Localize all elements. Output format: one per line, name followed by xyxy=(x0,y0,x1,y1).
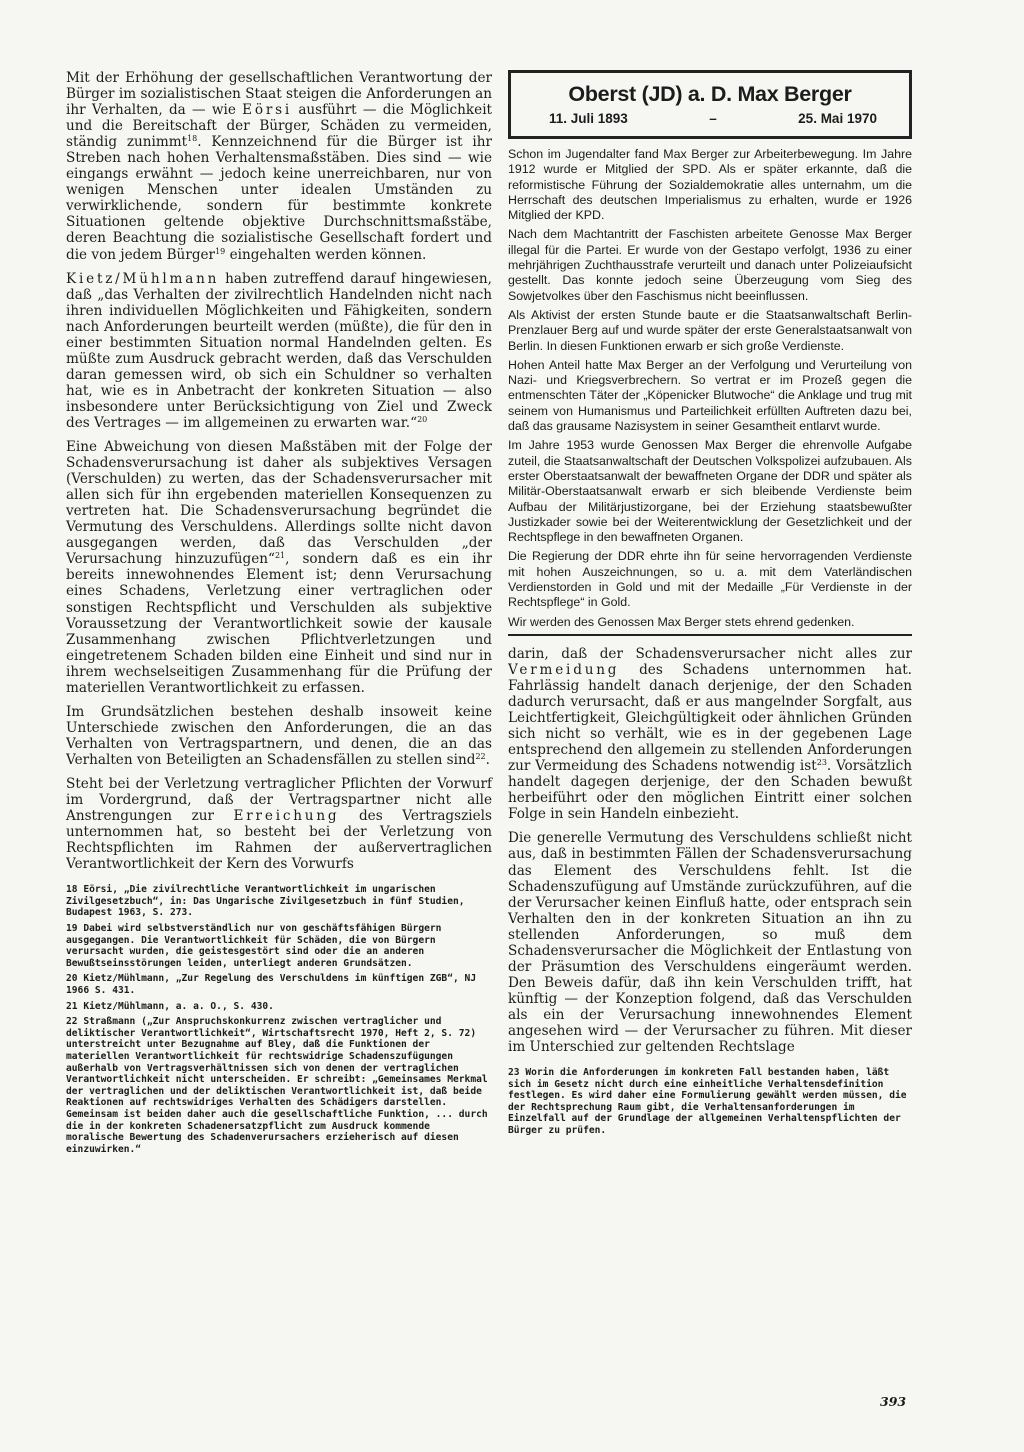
footnote: 19 Dabei wird selbstverständlich nur von geschäftsfähigen Bürgern ausgegangen. Die Verantwortlichkeit für Schäden, die von Bürgern verursacht wurden, die geistesgestört sind oder die an anderen Bewußtseinsstörungen leiden, unterliegt anderen Grundsätzen. xyxy=(66,923,442,969)
obituary-dates xyxy=(521,107,899,127)
paragraph: Eine Abweichung von diesen Maßstäben mit der Folge der Schadensverursachung ist daher als subjektives Versagen (Verschulden) zu werten, das der Schadensverursacher mit allen sich für ihn ergebenden materiellen Konsequenzen zu vertreten hat. Die Schadensverursachung begründet die Vermutung des Verschuldens. Allerdings sollte nicht davon ausgegangen werden, daß das Verschulden „der Verursachung hinzuzufügen“$^{21}$, sondern daß es ein ihr bereits innewohnendes Element ist; denn Verursachung eines Schadens, Verletzung einer vertraglichen oder sonstigen Rechtspflicht und Verschulden als subjektive Voraussetzung der Verantwortlichkeit sowie der kausale Zusammenhang zwischen Pflichtverletzungen und eingetretenem Schaden bilden eine Einheit und sind nur in ihrem wechselseitigen Zusammenhang für die Prüfung der materiellen Verantwortlichkeit zu erfassen. xyxy=(66,439,492,696)
footnote-ref: 18 xyxy=(187,134,198,144)
right-column xyxy=(508,70,912,1141)
obituary-paragraph: Die Regierung der DDR ehrte ihn für seine hervorragenden Verdienste mit hohen Auszeichnungen, so u. a. mit dem Vaterländischen Verdienstorden in Gold und mit der Medaille „Für Verdienste in der Rechtspflege“ in Gold. xyxy=(508,549,912,610)
obituary-paragraph: Als Aktivist der ersten Stunde baute er die Staatsanwaltschaft Berlin-Prenzlauer Berg auf und wurde später der erste Generalstaatsanwalt von Berlin. In diesen Funktionen erwarb er sich große Verdienste. xyxy=(508,307,912,353)
paragraph: darin, daß der Schadensverursacher nicht alles zur Vermeidung des Schadens unternommen hat. Fahrlässig handelt danach derjenige, der den Schaden dadurch verursacht, daß er aus mangelnder Sorgfalt, aus Leichtfertigkeit, Gleichgültigkeit oder ähnlichen Gründen sich nicht so verhält, wie es in der gegebenen Lage entsprechend den allgemein zu stellenden Anforderungen zur Vermeidung des Schadens notwendig ist$^{23}$. Vorsätzlich handelt dagegen derjenige, der den Schaden bewußt herbeiführt oder den möglichen Eintritt einer solchen Folge in sein Handeln einbezieht. xyxy=(508,645,912,823)
paragraph: Steht bei der Verletzung vertraglicher Pflichten der Vorwurf im Vordergrund, daß der Vertragspartner nicht alle Anstrengungen zur Erreichung des Vertragsziels unternommen hat, so besteht bei der Verletzung von Rechtspflichten im Rahmen der außervertraglichen Verantwortlichkeit der Kern des Vorwurfs xyxy=(66,775,492,873)
footnote: 20 Kietz/Mühlmann, „Zur Regelung des Verschuldens im künftigen ZGB“, NJ 1966 S. 431. xyxy=(66,973,477,996)
footnote-ref: 22 xyxy=(475,751,486,761)
obituary-paragraph: Wir werden des Genossen Max Berger stets ehrend gedenken. xyxy=(508,614,855,629)
footnote: 21 Kietz/Mühlmann, a. a. O., S. 430. xyxy=(66,1000,274,1012)
footnotes xyxy=(508,1067,912,1137)
obituary-paragraph: Nach dem Machtantritt der Faschisten arbeitete Genosse Max Berger illegal für die Partei. Er wurde von der Gestapo verfolgt, 1936 zu einer mehrjährigen Zuchthausstrafe verurteilt und danach unter Polizeiaufsicht gestellt. Das konnte jedoch seine Überzeugung vom Sieg des Sowjetvolkes über den Faschismus nicht beeinflussen. xyxy=(508,227,912,303)
page-number: 393 xyxy=(880,1394,907,1409)
paragraph: Im Grundsätzlichen bestehen deshalb insoweit keine Unterschiede zwischen den Anforderungen, die an das Verhalten von Vertragspartnern, und denen, die an das Verhalten von Beteiligten an Schadensfällen zu stellen sind$^{22}$. xyxy=(66,703,492,768)
paragraph: Die generelle Vermutung des Verschuldens schließt nicht aus, daß in bestimmten Fällen der Schadensverursachung das Element des Verschuldens fehlt. Ist die Schadenszufügung auf Umstände zurückzuführen, auf die der Verursacher keinen Einfluß hatte, oder entsprach sein Verhalten den in der konkreten Situation an ihn zu stellenden Anforderungen, so muß dem Schadensverursacher die Möglichkeit der Entlastung von der Präsumtion des Verschuldens eingeräumt werden. Den Beweis dafür, daß ihn kein Verschulden trifft, hat künftig — der Konzeption folgend, daß das Verschulden als ein der Verursachung innewohnendes Element angesehen wird — der Verursacher zu führen. Mit dieser im Unterschied zur geltenden Rechtslage xyxy=(508,830,912,1056)
author-name-spaced: Eörsi xyxy=(242,102,293,119)
emphasis-spaced: Vermeidung xyxy=(508,661,620,678)
birth-date: 11. Juli 1893 xyxy=(549,111,628,126)
footnote: 18 Eörsi, „Die zivilrechtliche Verantwortlichkeit im ungarischen Zivilgesetzbuch“, in: Das Ungarische Zivilgesetzbuch in fünf Studien, Budapest 1963, S. 273. xyxy=(66,884,465,919)
obituary-heading-box xyxy=(508,70,912,139)
date-dash: – xyxy=(709,111,717,126)
author-name-spaced: Kietz/Mühlmann xyxy=(66,270,220,287)
paragraph: Mit der Erhöhung der gesellschaftlichen Verantwortung der Bürger im sozialistischen Staat steigen die Anforderungen an ihr Verhalten, da — wie Eörsi ausführt — die Möglichkeit und die Bereitschaft der Bürger, Schäden zu vermeiden, ständig zunimmt$^{18}$. Kennzeichnend für die Bürger ist ihr Streben nach hohen Verhaltensmaßstäben. Dies sind — wie eingangs erwähnt — jedoch keine unerreichbaren, nur von wenigen Menschen unter idealen Umständen zu verwirklichende, sondern für bestimmte konkrete Situationen geltende objektive Durchschnittsmaßstäbe, deren Beachtung die sozialistische Gesellschaft fordert und die von jedem Bürger$^{19}$ eingehalten werden können. xyxy=(66,70,493,263)
emphasis-spaced: Erreichung xyxy=(233,808,340,825)
footnote-ref: 23 xyxy=(816,758,827,768)
footnote-ref: 19 xyxy=(215,246,226,256)
paragraph: Kietz/Mühlmann haben zutreffend darauf hingewiesen, daß „das Verhalten der zivilrechtlich Handelnden nicht nach ihren individuellen Möglichkeiten und Fähigkeiten, sondern nach Anforderungen beurteilt werden (müßte), die für den in einer bestimmten Situation normal Handelnden gelten. Es müßte zum Ausdruck gebracht werden, daß das Verschulden daran gemessen wird, ob sich ein Schuldner so verhalten hat, wie es in Anbetracht der konkreten Situation — also insbesondere unter Berücksichtigung von Ziel und Zweck des Vertrages — im allgemeinen zu erwarten war.“$^{20}$ xyxy=(66,270,492,431)
footnote-ref: 21 xyxy=(274,551,286,561)
footnote: 22 Straßmann („Zur Anspruchskonkurrenz zwischen vertraglicher und deliktischer Verantwortlichkeit“, Wirtschaftsrecht 1970, Heft 2, S. 72) unterstreicht unter Bezugnahme auf Bley, daß die Funktionen der materiellen Verantwortlichkeit für rechtswidrige Schadenszufügungen außerhalb von Vertragsverhältnissen sich von denen der vertraglichen Verantwortlichkeit nicht unterscheiden. Er schreibt: „Gemeinsames Merkmal der vertraglichen und der deliktischen Verantwortlichkeit ist, daß beide Reaktionen auf rechtswidriges Verhalten des Schädigers darstellen. Gemeinsam ist beiden daher auch die gesellschaftliche Funktion, ... durch die in der konkreten Schadenersatzpflicht zum Ausdruck kommende moralische Bewertung des Schadenverursachers erzieherisch auf diesen einzuwirken.“ xyxy=(66,1016,488,1155)
footnotes xyxy=(66,884,492,1155)
obituary-paragraph: Hohen Anteil hatte Max Berger an der Verfolgung und Verurteilung von Nazi- und Kriegsverbrechern. So vertrat er im Prozeß gegen die entmenschten Täter der „Köpenicker Blutwoche“ die Anklage und trug mit seinem von Humanismus und Parteilichkeit erfüllten Auftreten dazu bei, daß das grausame Nazisystem in seiner Gesamtheit entlarvt wurde. xyxy=(508,357,912,434)
footnote: 23 Worin die Anforderungen im konkreten Fall bestanden haben, läßt sich im Gesetz nicht durch eine einheitliche Verhaltensdefinition festlegen. Es wird daher eine Formulierung gewählt werden müssen, die der Rechtsprechung Raum gibt, die Verhaltensanforderungen im Einzelfall auf der Grundlage der allgemeinen Verhaltenspflichten der Bürger zu prüfen. xyxy=(508,1067,907,1137)
obituary-text xyxy=(508,147,912,630)
obituary-paragraph: Schon im Jugendalter fand Max Berger zur Arbeiterbewegung. Im Jahre 1912 wurde er Mitglied der SPD. Als er später erkannte, daß die reformistische Führung der Sozialdemokratie alles unternahm, um die Herrschaft des deutschen Imperialismus zu erhalten, wurde er 1926 Mitglied der KPD. xyxy=(508,147,912,223)
obituary-title: Oberst (JD) a. D. Max Berger xyxy=(568,82,852,106)
left-column xyxy=(66,70,492,1159)
footnote-ref: 20 xyxy=(417,414,428,424)
obituary-paragraph: Im Jahre 1953 wurde Genossen Max Berger die ehrenvolle Aufgabe zuteil, die Staatsanwaltschaft der Deutschen Volkspolizei aufzubauen. Als erster Oberstaatsanwalt der bewaffneten Organe der DDR und später als Militär-Oberstaatsanwalt erwarb er sich bleibende Verdienste beim Aufbau der Militärjustizorgane, bei der Erziehung staatsbewußter Justizkader sowie bei der Weiterentwicklung der Gesetzlichkeit und der Rechtspflege in den bewaffneten Organen. xyxy=(508,438,912,545)
section-divider xyxy=(508,634,912,636)
death-date: 25. Mai 1970 xyxy=(798,111,877,126)
